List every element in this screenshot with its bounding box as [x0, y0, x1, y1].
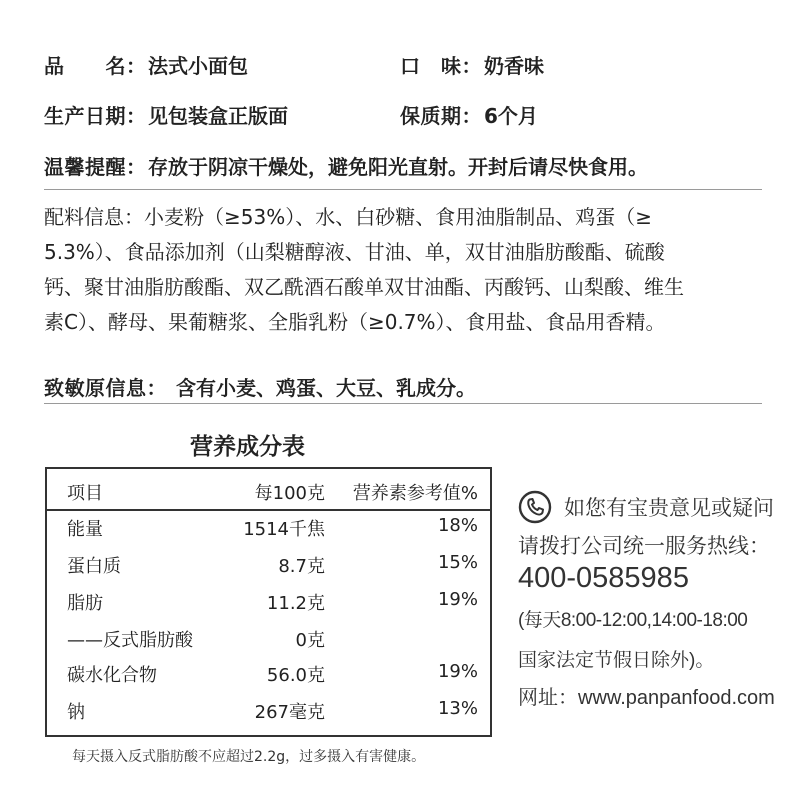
nutrition-row-nrv: 15%: [437, 552, 478, 573]
nutrition-header-per100g: 每100克: [254, 483, 325, 504]
nutrition-row-amount: 267毫克: [254, 702, 325, 723]
flavor-label: 口 味：: [400, 54, 482, 78]
storage-tip-value: 存放于阴凉干燥处，避免阳光直射。开封后请尽快食用。: [148, 155, 648, 179]
allergen-value: 含有小麦、鸡蛋、大豆、乳成分。: [176, 376, 476, 400]
nutrition-row-amount: 11.2克: [266, 593, 325, 614]
nutrition-row-name: 蛋白质: [67, 556, 121, 577]
product-name-value: 法式小面包: [148, 54, 248, 78]
ingredients-block: [44, 200, 762, 340]
nutrition-header-divider: [47, 509, 490, 511]
phone-icon: [518, 490, 552, 524]
ingredients-line: 钙、聚甘油脂肪酸酯、双乙酰酒石酸单双甘油酯、丙酸钙、山梨酸、维生: [44, 275, 684, 299]
service-hours: (每天8:00-12:00,14:00-18:00: [518, 610, 748, 631]
production-date-value: 见包装盒正版面: [148, 104, 288, 128]
nutrition-row-nrv: 19%: [437, 661, 478, 682]
nutrition-table: [45, 467, 492, 737]
nutrition-header-item: 项目: [67, 483, 103, 504]
nutrition-row-nrv: 13%: [437, 698, 478, 719]
allergen-label: 致敏原信息：: [44, 376, 167, 400]
nutrition-row-name: 碳水化合物: [67, 665, 157, 686]
shelf-life-value: 6个月: [484, 104, 538, 128]
nutrition-row-amount: 1514千焦: [243, 519, 325, 540]
flavor-value: 奶香味: [484, 54, 544, 78]
holiday-note: 国家法定节假日除外)。: [518, 650, 715, 671]
website: 网址：www.panpanfood.com: [518, 687, 775, 709]
ingredients-line: 配料信息：小麦粉（≥53%）、水、白砂糖、食用油脂制品、鸡蛋（≥: [44, 205, 652, 229]
nutrition-row-nrv: 19%: [437, 589, 478, 610]
nutrition-row-name: 能量: [67, 519, 103, 540]
nutrition-row-name: ——反式脂肪酸: [67, 630, 193, 651]
nutrition-row-amount: 8.7克: [278, 556, 325, 577]
divider-top: [44, 189, 762, 190]
nutrition-row-amount: 56.0克: [266, 665, 325, 686]
contact-line2: 请拨打公司统一服务热线：: [518, 535, 770, 558]
ingredients-line: 素C）、酵母、果葡糖浆、全脂乳粉（≥0.7%）、食用盐、食品用香精。: [44, 310, 666, 334]
product-name-label: 品 名：: [44, 54, 147, 78]
contact-line1: 如您有宝贵意见或疑问: [564, 497, 774, 520]
nutrition-header-nrv: 营养素参考值%: [352, 483, 478, 504]
ingredients-line: 5.3%）、食品添加剂（山梨糖醇液、甘油、单，双甘油脂肪酸酯、硫酸: [44, 240, 665, 264]
nutrition-row-name: 钠: [67, 702, 85, 723]
trans-fat-footnote: 每天摄入反式脂肪酸不应超过2.2g，过多摄入有害健康。: [72, 749, 426, 765]
nutrition-title: 营养成分表: [190, 434, 305, 460]
nutrition-row-name: 脂肪: [67, 593, 103, 614]
hotline-number: 400-0585985: [518, 562, 689, 594]
storage-tip-label: 温馨提醒：: [44, 155, 147, 179]
divider-bottom: [44, 403, 762, 404]
shelf-life-label: 保质期：: [400, 104, 482, 128]
production-date-label: 生产日期：: [44, 104, 147, 128]
nutrition-row-amount: 0克: [295, 630, 325, 651]
nutrition-row-nrv: 18%: [437, 515, 478, 536]
